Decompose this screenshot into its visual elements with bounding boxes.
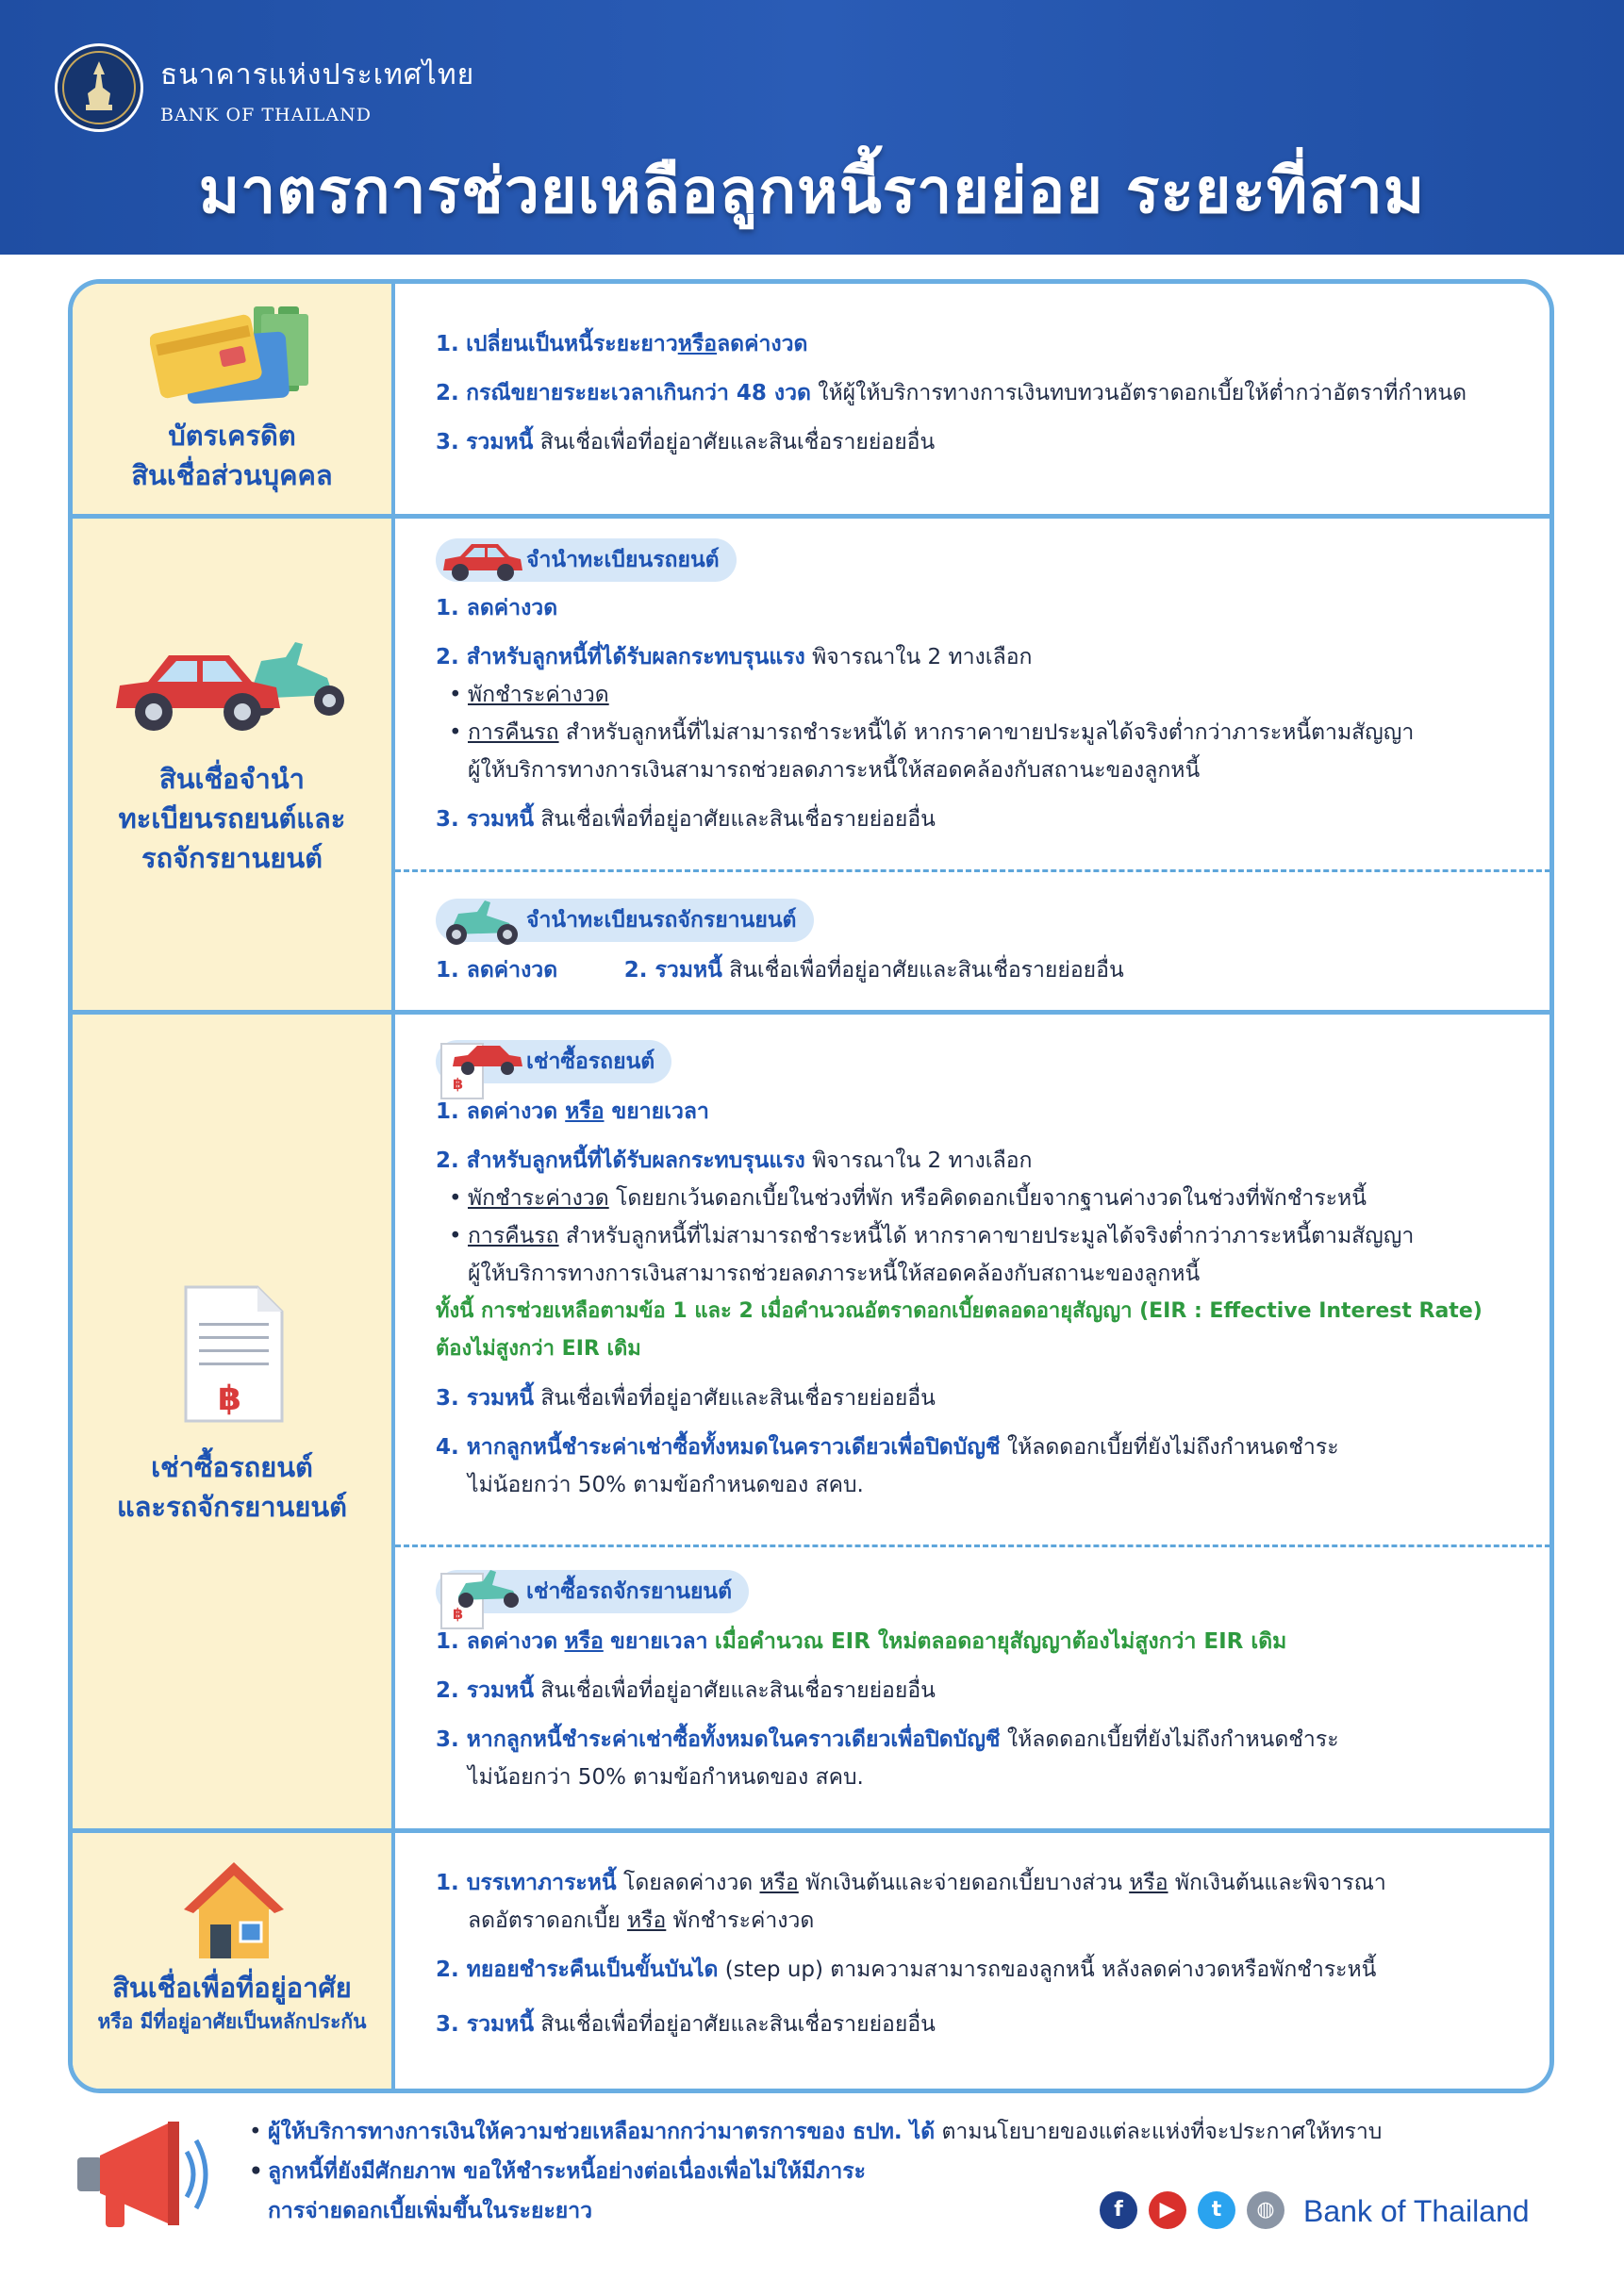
- row-divider: [73, 1010, 1549, 1015]
- item-text: พักเงินต้นและจ่ายดอกเบี้ยบางส่วน: [805, 1871, 1122, 1895]
- note-text: ผู้ให้บริการทางการเงินให้ความช่วยเหลือมากกว่ามาตรการของ ธปท. ได้: [268, 2120, 936, 2144]
- row-divider: [73, 1828, 1549, 1833]
- item-text: 3. รวมหนี้: [436, 807, 535, 832]
- item-text: 1. ลดค่างวด: [436, 958, 558, 983]
- dashed-divider: [395, 1544, 1554, 1547]
- facebook-icon[interactable]: f: [1100, 2191, 1137, 2229]
- motorcycle-icon: [439, 893, 524, 963]
- item-text: เมื่อคำนวณ EIR ใหม่ตลอดอายุสัญญาต้องไม่สูงกว่า EIR เดิม: [714, 1629, 1287, 1654]
- list-item: [436, 1429, 1527, 1466]
- item-text: รวมหนี้: [466, 430, 534, 454]
- footer: [0, 2093, 1624, 2296]
- item-number: 3.: [436, 430, 459, 454]
- item-text: ให้ลดดอกเบี้ยที่ยังไม่ถึงกำหนดชำระ: [1006, 1435, 1339, 1460]
- note-text: ตามนโยบายของแต่ละแห่งที่จะประกาศให้ทราบ: [941, 2120, 1383, 2144]
- item-text: พิจารณาใน 2 ทางเลือก: [812, 645, 1033, 669]
- item-text: สินเชื่อเพื่อที่อยู่อาศัยและสินเชื่อรายย่อยอื่น: [540, 2012, 936, 2037]
- org-name-thai: ธนาคารแห่งประเทศไทย: [160, 58, 475, 91]
- item-text: สินเชื่อเพื่อที่อยู่อาศัยและสินเชื่อรายย่อยอื่น: [540, 1678, 936, 1703]
- item-text: 2. รวมหนี้: [623, 958, 722, 983]
- housing-measures: [436, 1864, 1527, 2043]
- credit-measures: [436, 325, 1527, 461]
- item-text: 2. สำหรับลูกหนี้ที่ได้รับผลกระทบรุนแรง: [436, 1148, 805, 1173]
- item-text: โดยยกเว้นดอกเบี้ยในช่วงที่พัก หรือคิดดอกเบี้ยจากฐานค่างวดในช่วงที่พักชำระหนี้: [616, 1186, 1367, 1211]
- bullet-continuation: ผู้ให้บริการทางการเงินสามารถช่วยลดภาระหนี้ให้สอดคล้องกับสถานะของลูกหนี้: [468, 1262, 1201, 1286]
- item-text: เปลี่ยนเป็นหนี้ระยะยาว: [466, 332, 678, 356]
- category-vehicle-line3: รถจักรยานยนต์: [141, 842, 323, 874]
- category-leasing-line2: และรถจักรยานยนต์: [116, 1491, 348, 1523]
- list-item: [436, 801, 1527, 838]
- list-item: [436, 374, 1527, 412]
- brand-name: Bank of Thailand: [1303, 2194, 1530, 2228]
- list-item: [436, 1623, 1527, 1660]
- list-item: [436, 1672, 1527, 1710]
- list-item: [436, 1951, 1527, 1989]
- item-text: ลดอัตราดอกเบี้ย: [468, 1908, 621, 1933]
- car-title-loan-pill: [436, 538, 737, 582]
- item-text: สำหรับลูกหนี้ที่ไม่สามารถชำระหนี้ได้ หากราคาขายประมูลได้จริงต่ำกว่าภาระหนี้ตามสัญญา: [565, 720, 1415, 745]
- megaphone-icon: [74, 2114, 215, 2240]
- bullet-continuation: ผู้ให้บริการทางการเงินสามารถช่วยลดภาระหนี้ให้สอดคล้องกับสถานะของลูกหนี้: [468, 758, 1201, 783]
- item-number: 2.: [436, 381, 459, 405]
- category-housing-line1: สินเชื่อเพื่อที่อยู่อาศัย: [112, 1972, 352, 2004]
- eir-note: ทั้งนี้ การช่วยเหลือตามข้อ 1 และ 2 เมื่อคำนวณอัตราดอกเบี้ยตลอดอายุสัญญา (EIR : Effective Interest Rate): [436, 1299, 1483, 1323]
- bullet-item: [436, 714, 1527, 752]
- item-text: หรือ: [1129, 1871, 1168, 1895]
- motorcycle-leasing-measures: [436, 1570, 1527, 1796]
- item-text: สำหรับลูกหนี้ที่ไม่สามารถชำระหนี้ได้ หากราคาขายประมูลได้จริงต่ำกว่าภาระหนี้ตามสัญญา: [565, 1224, 1415, 1248]
- motorcycle-title-measures: [436, 899, 1527, 989]
- pill-label: เช่าซื้อรถยนต์: [526, 1049, 655, 1074]
- item-text: พิจารณาใน 2 ทางเลือก: [812, 1148, 1033, 1173]
- item-text: 4. หากลูกหนี้ชำระค่าเช่าซื้อทั้งหมดในคราวเดียวเพื่อปิดบัญชี: [436, 1435, 1001, 1460]
- item-text: 3. รวมหนี้: [436, 2012, 535, 2037]
- column-divider: [391, 284, 395, 2089]
- twitter-icon[interactable]: t: [1198, 2191, 1235, 2229]
- category-column: [73, 284, 391, 2089]
- category-credit-line1: บัตรเครดิต: [168, 420, 296, 452]
- category-leasing-line1: เช่าซื้อรถยนต์: [151, 1451, 313, 1483]
- category-credit-line2: สินเชื่อส่วนบุคคล: [131, 459, 333, 491]
- item-text: 3. หากลูกหนี้ชำระค่าเช่าซื้อทั้งหมดในคราวเดียวเพื่อปิดบัญชี: [436, 1727, 1001, 1752]
- category-housing-line2: หรือ มีที่อยู่อาศัยเป็นหลักประกัน: [97, 2010, 367, 2033]
- item-text: 2. สำหรับลูกหนี้ที่ได้รับผลกระทบรุนแรง: [436, 645, 805, 669]
- item-continuation: ไม่น้อยกว่า 50% ตามข้อกำหนดของ สคบ.: [468, 1765, 864, 1790]
- social-links: [1100, 2191, 1284, 2229]
- item-continuation: ไม่น้อยกว่า 50% ตามข้อกำหนดของ สคบ.: [468, 1473, 864, 1497]
- item-text: 1. บรรเทาภาระหนี้: [436, 1871, 617, 1895]
- item-text: ให้ลดดอกเบี้ยที่ยังไม่ถึงกำหนดชำระ: [1006, 1727, 1339, 1752]
- item-text: ลดค่างวด: [717, 332, 808, 356]
- list-item: [436, 1142, 1527, 1180]
- eir-note: ต้องไม่สูงกว่า EIR เดิม: [436, 1337, 641, 1361]
- category-credit: [73, 416, 391, 495]
- contract-document-icon: [182, 1283, 286, 1429]
- item-text: สินเชื่อเพื่อที่อยู่อาศัยและสินเชื่อรายย่อยอื่น: [540, 807, 936, 832]
- car-leasing-measures: [436, 1040, 1527, 1504]
- item-text: 1. ลดค่างวด: [436, 1629, 558, 1654]
- pill-label: จำนำทะเบียนรถยนต์: [526, 548, 720, 572]
- row-divider: [73, 514, 1549, 519]
- item-text: กรณีขยายระยะเวลาเกินกว่า 48 งวด: [466, 381, 811, 405]
- measures-card: [68, 279, 1554, 2093]
- item-text: พักเงินต้นและพิจารณา: [1174, 1871, 1386, 1895]
- vehicle-title-measures: [436, 538, 1527, 838]
- category-vehicle-line2: ทะเบียนรถยนต์และ: [118, 802, 346, 834]
- page-title: มาตรการช่วยเหลือลูกหนี้รายย่อย ระยะที่สาม: [198, 155, 1426, 227]
- svg-text:฿: ฿: [453, 1075, 464, 1093]
- item-text: 2. ทยอยชำระคืนเป็นขั้นบันได: [436, 1957, 719, 1982]
- svg-text:฿: ฿: [218, 1379, 242, 1418]
- item-text: หรือ: [759, 1871, 799, 1895]
- dashed-divider: [395, 869, 1554, 872]
- item-text: การคืนรถ: [468, 720, 559, 745]
- item-text: หรือ: [564, 1629, 604, 1654]
- bullet-item: [436, 1217, 1527, 1255]
- item-text: หรือ: [565, 1099, 605, 1124]
- item-number: 1.: [436, 332, 459, 356]
- item-text: พักชำระค่างวด: [468, 1186, 609, 1211]
- motorcycle-leasing-pill: [436, 1570, 749, 1623]
- category-vehicle-title-loan: [73, 759, 391, 878]
- bank-logo: [55, 43, 143, 132]
- item-text: ให้ผู้ให้บริการทางการเงินทบทวนอัตราดอกเบี้ยให้ต่ำกว่าอัตราที่กำหนด: [818, 381, 1467, 405]
- item-continuation: [436, 1902, 1527, 1940]
- category-leasing: [73, 1447, 391, 1527]
- item-text: โดยลดค่างวด: [622, 1871, 754, 1895]
- item-text: การคืนรถ: [468, 1224, 559, 1248]
- item-text: 1. ลดค่างวด: [436, 1099, 558, 1124]
- list-item: [436, 638, 1527, 676]
- bullet-item: [436, 1180, 1527, 1217]
- item-text: ขยายเวลา: [611, 1099, 709, 1124]
- pill-label: เช่าซื้อรถจักรยานยนต์: [526, 1579, 733, 1604]
- item-text: สินเชื่อเพื่อที่อยู่อาศัยและสินเชื่อรายย่อยอื่น: [729, 958, 1124, 983]
- motorcycle-title-loan-pill: [436, 899, 814, 942]
- globe-icon[interactable]: ◍: [1247, 2191, 1284, 2229]
- motorcycle-contract-icon: [439, 1564, 526, 1645]
- header-banner: [0, 0, 1624, 255]
- category-housing: [73, 1968, 391, 2036]
- list-item: [436, 2006, 1527, 2043]
- item-text: พักชำระค่างวด: [468, 683, 609, 707]
- svg-text:฿: ฿: [453, 1605, 464, 1623]
- credit-card-icon: [150, 306, 318, 414]
- item-text: สินเชื่อเพื่อที่อยู่อาศัยและสินเชื่อรายย่อยอื่น: [539, 430, 936, 454]
- house-icon: [182, 1860, 286, 1966]
- car-leasing-pill: [436, 1040, 671, 1093]
- pill-label: จำนำทะเบียนรถจักรยานยนต์: [526, 908, 797, 933]
- list-item: [436, 423, 1527, 461]
- category-vehicle-line1: สินเชื่อจำนำ: [159, 763, 305, 795]
- list-item: [436, 1379, 1527, 1417]
- item-text: ขยายเวลา: [610, 1629, 708, 1654]
- list-item: [436, 1093, 1527, 1131]
- item-text: พักชำระค่างวด: [672, 1908, 815, 1933]
- item-text: สินเชื่อเพื่อที่อยู่อาศัยและสินเชื่อรายย่อยอื่น: [540, 1386, 936, 1411]
- list-item: [436, 1721, 1527, 1759]
- list-item: [436, 951, 1527, 989]
- org-name-english: BANK OF THAILAND: [160, 105, 373, 125]
- logo-text: [160, 53, 474, 125]
- item-text: 3. รวมหนี้: [436, 1386, 535, 1411]
- item-text: หรือ: [677, 332, 718, 356]
- car-contract-icon: [439, 1034, 526, 1115]
- item-text: (step up) ตามความสามารถของลูกหนี้ หลังลดค่างวดหรือพักชำระหนี้: [724, 1957, 1377, 1982]
- item-text: หรือ: [626, 1908, 667, 1933]
- bullet-item: [436, 676, 1527, 714]
- footer-note: • ลูกหนี้ที่ยังมีศักยภาพ ขอให้ชำระหนี้อย่างต่อเนื่องเพื่อไม่ให้มีภาระ: [236, 2152, 1382, 2191]
- list-item: [436, 325, 1527, 363]
- youtube-icon[interactable]: ▶: [1149, 2191, 1186, 2229]
- footer-note: [236, 2112, 1382, 2152]
- footer-note-continuation: การจ่ายดอกเบี้ยเพิ่มขึ้นในระยะยาว: [268, 2199, 593, 2223]
- car-motorcycle-icon: [110, 623, 356, 750]
- list-item: 1. ลดค่างวด: [436, 596, 558, 620]
- list-item: [436, 1864, 1527, 1902]
- item-text: 2. รวมหนี้: [436, 1678, 535, 1703]
- car-icon: [439, 533, 524, 601]
